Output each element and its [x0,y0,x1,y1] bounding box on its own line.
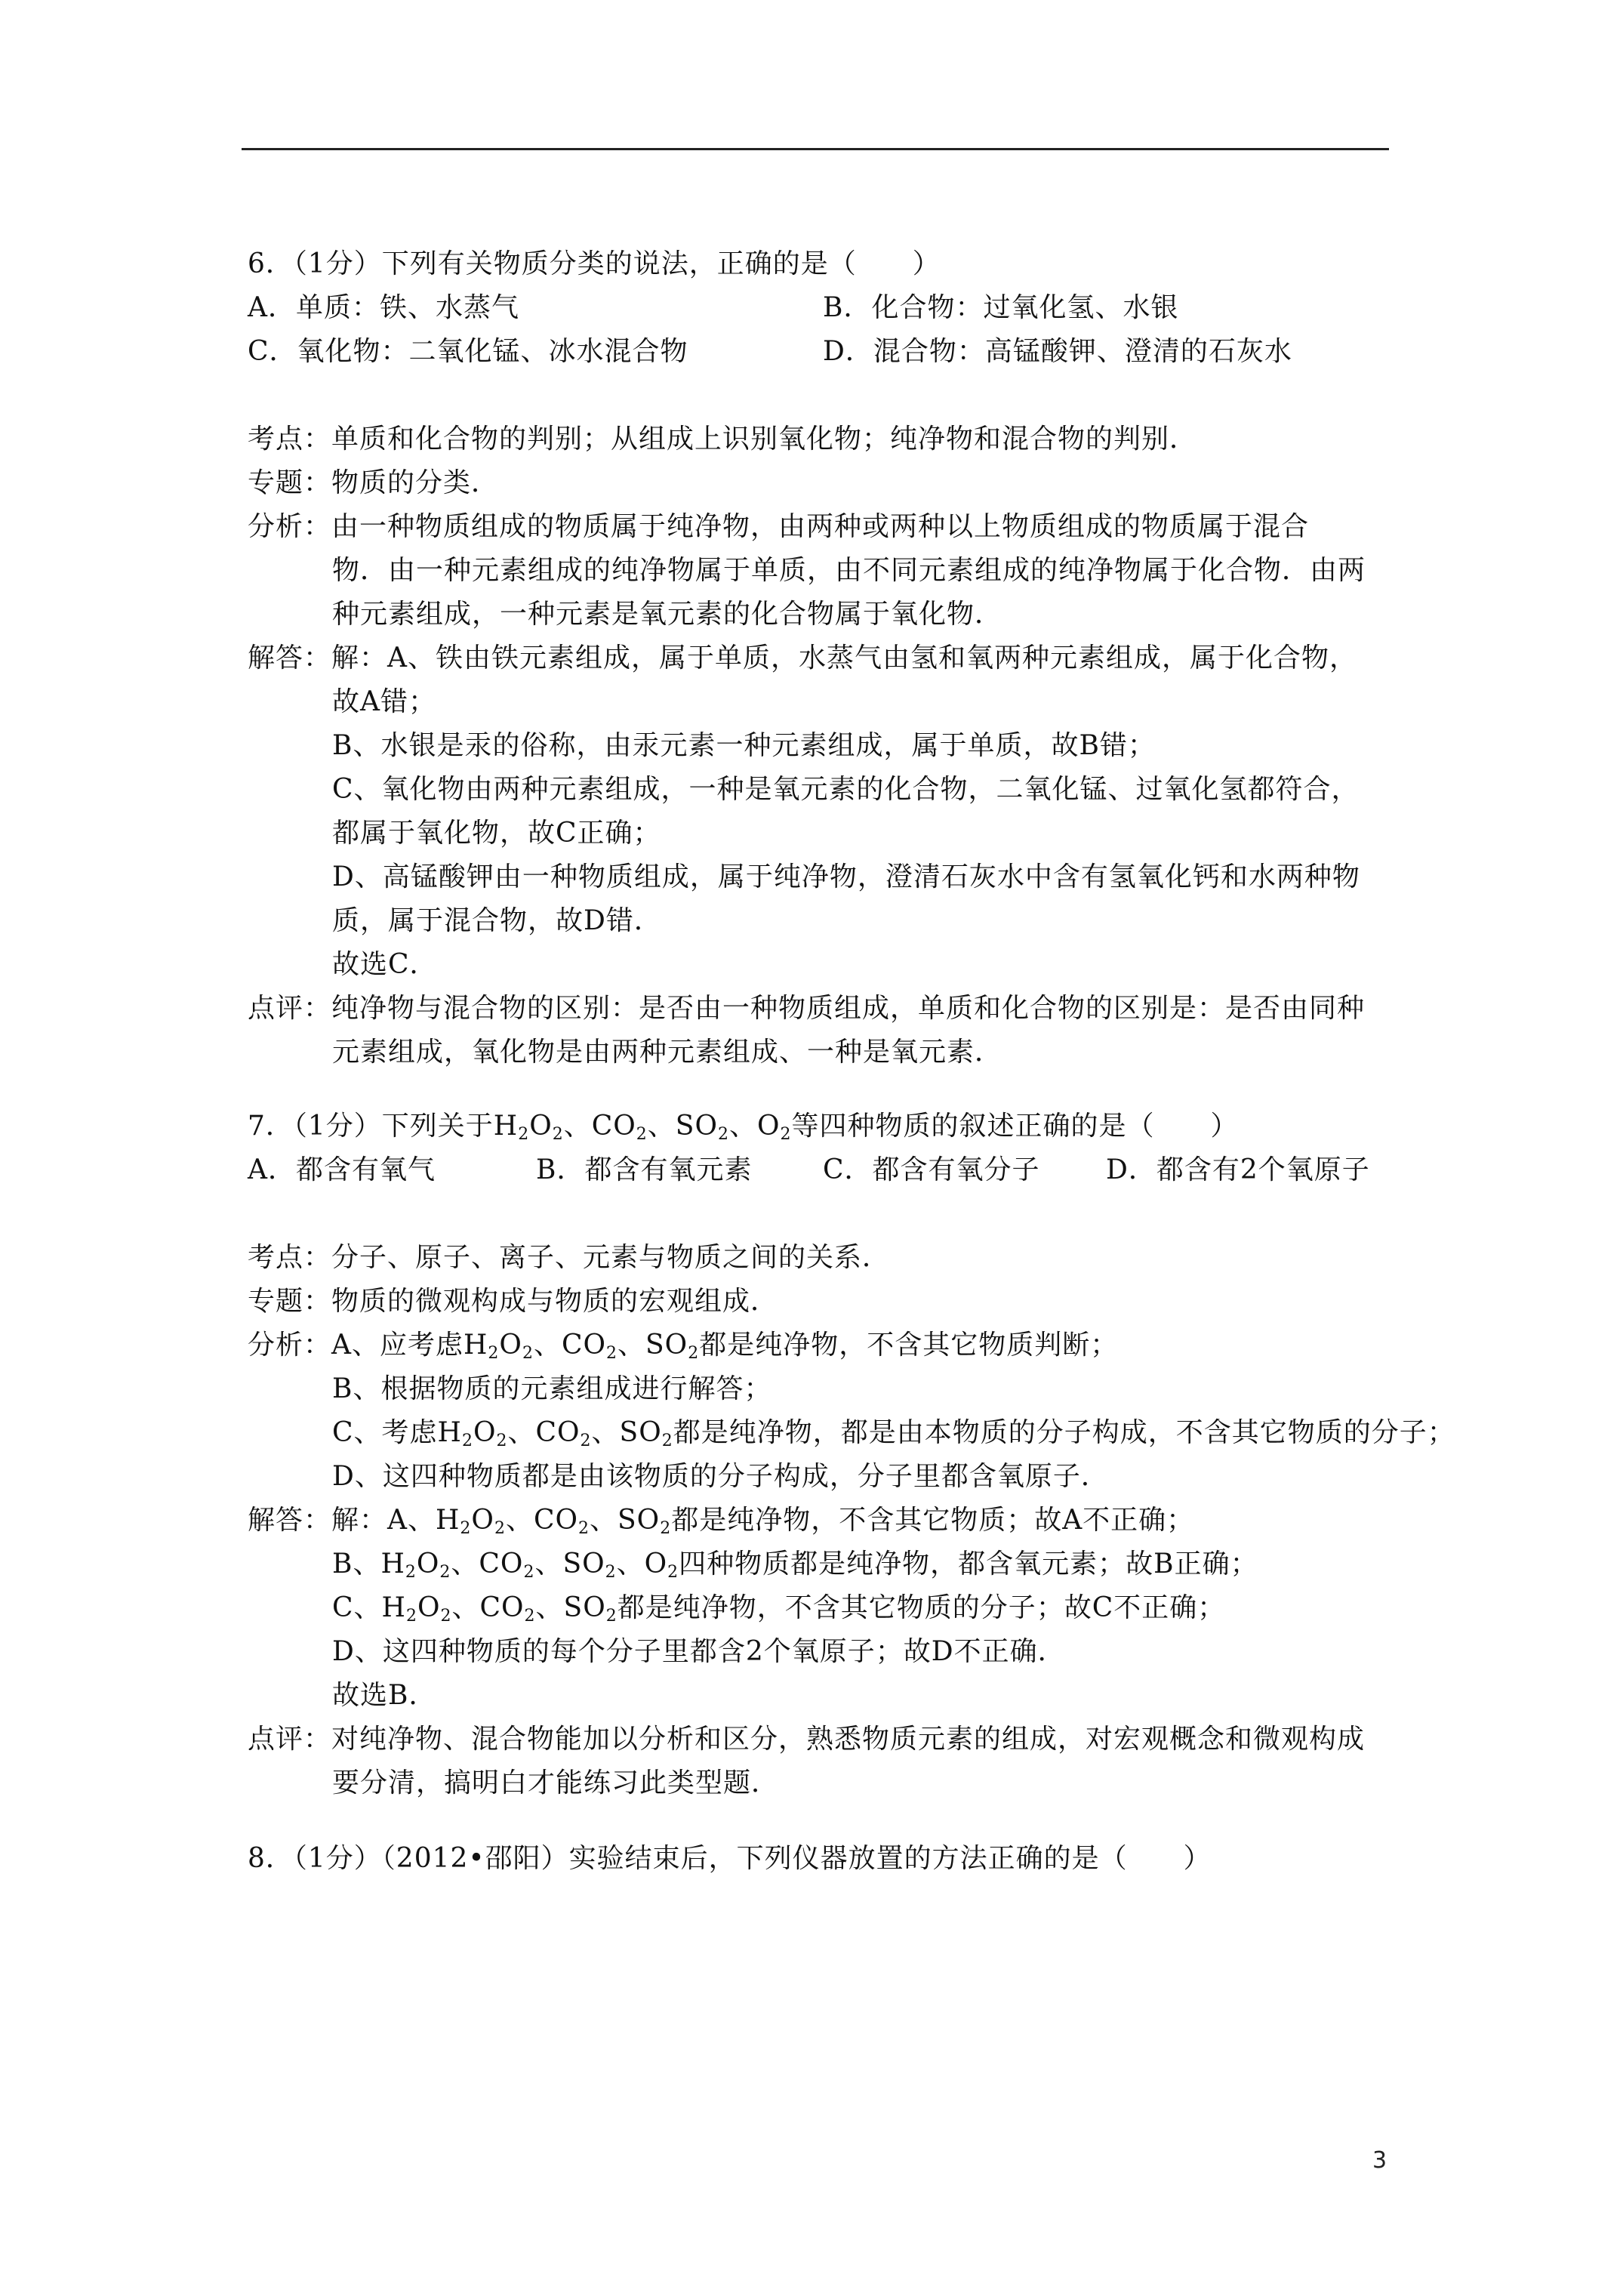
q6-fenxi-line: 分析：由一种物质组成的物质属于纯净物，由两种或两种以上物质组成的物质属于混合 [248,511,1310,542]
q7-option-b: B．都含有氧元素 [536,1154,753,1185]
q7-fenxi-line: C、考虑$H_2O_2$、$CO_2$、$SO_2$都是纯净物，都是由本物质的分子构成，不含其它物质的分子； [332,1417,1455,1450]
q6-dianping-line: 点评：纯净物与混合物的区别：是否由一种物质组成，单质和化合物的区别是：是否由同种 [248,993,1366,1024]
q6-fenxi-line: 物．由一种元素组成的纯净物属于单质，由不同元素组成的纯净物属于化合物．由两 [332,555,1366,586]
q7-kaodian: 考点：分子、原子、离子、元素与物质之间的关系． [248,1242,891,1273]
q6-zhuanti: 专题：物质的分类． [248,467,500,498]
q6-option-d: D．混合物：高锰酸钾、澄清的石灰水 [823,336,1292,367]
q6-option-c: C．氧化物：二氧化锰、冰水混合物 [248,336,688,367]
page-number: 3 [1372,2147,1387,2174]
q6-fenxi-line: 种元素组成，一种元素是氧元素的化合物属于氧化物． [332,599,1003,630]
q6-jieda-line: 都属于氧化物，故C正确； [332,818,661,849]
q6-jieda-line: 质，属于混合物，故D错． [332,905,662,936]
q7-fenxi-line: B、根据物质的元素组成进行解答； [332,1373,772,1404]
q7-jieda-line: B、$H_2O_2$、$CO_2$、$SO_2$、$O_2$四种物质都是纯净物，都含氧元素；故B正确； [332,1549,1258,1582]
q7-fenxi-line: 分析：A、应考虑$H_2O_2$、$CO_2$、$SO_2$都是纯净物，不含其它物质判断； [248,1330,1119,1363]
q7-jieda-line: D、这四种物质的每个分子里都含2个氧原子；故D不正确． [332,1636,1066,1667]
q6-jieda-line: 故A错； [332,686,436,717]
q6-option-b: B．化合物：过氧化氢、水银 [823,292,1179,323]
q6-option-a: A．单质：铁、水蒸气 [248,292,519,323]
q6-jieda-line: C、氧化物由两种元素组成，一种是氧元素的化合物，二氧化锰、过氧化氢都符合， [332,774,1360,805]
q7-jieda-line: C、$H_2O_2$、$CO_2$、$SO_2$都是纯净物，不含其它物质的分子；故C不正确； [332,1592,1226,1626]
q7-stem: 7．（1分）下列关于$H_2O_2$、$CO_2$、$SO_2$、$O_2$等四种物质的叙述正确的是（ ） [248,1111,1239,1144]
q6-stem: 6．（1分）下列有关物质分类的说法，正确的是（ ） [248,248,941,279]
q7-option-d: D．都含有2个氧原子 [1106,1154,1370,1185]
q6-jieda-line: 解答：解：A、铁由铁元素组成，属于单质，水蒸气由氢和氧两种元素组成，属于化合物， [248,643,1357,673]
q8-stem: 8．（1分）（2012•邵阳）实验结束后，下列仪器放置的方法正确的是（ ） [248,1843,1212,1874]
header-rule [242,148,1389,150]
q7-option-a: A．都含有氧气 [248,1154,436,1185]
q7-dianping-line: 点评：对纯净物、混合物能加以分析和区分，熟悉物质元素的组成，对宏观概念和微观构成 [248,1724,1366,1755]
q6-jieda-line: D、高锰酸钾由一种物质组成，属于纯净物，澄清石灰水中含有氢氧化钙和水两种物 [332,861,1360,892]
q7-jieda-line: 故选B． [332,1680,437,1711]
q6-kaodian: 考点：单质和化合物的判别；从组成上识别氧化物；纯净物和混合物的判别． [248,424,1198,455]
q7-zhuanti: 专题：物质的微观构成与物质的宏观组成． [248,1286,779,1317]
q7-dianping-line: 要分清，搞明白才能练习此类型题． [332,1767,780,1798]
q7-option-c: C．都含有氧分子 [823,1154,1040,1185]
q6-jieda-line: 故选C． [332,949,438,980]
q7-jieda-line: 解答：解：A、$H_2O_2$、$CO_2$、$SO_2$都是纯净物，不含其它物质；故A不正确； [248,1505,1195,1538]
q7-fenxi-line: D、这四种物质都是由该物质的分子构成，分子里都含氧原子． [332,1461,1109,1492]
q6-dianping-line: 元素组成，氧化物是由两种元素组成、一种是氧元素． [332,1037,1003,1068]
q6-jieda-line: B、水银是汞的俗称，由汞元素一种元素组成，属于单质，故B错； [332,730,1156,761]
